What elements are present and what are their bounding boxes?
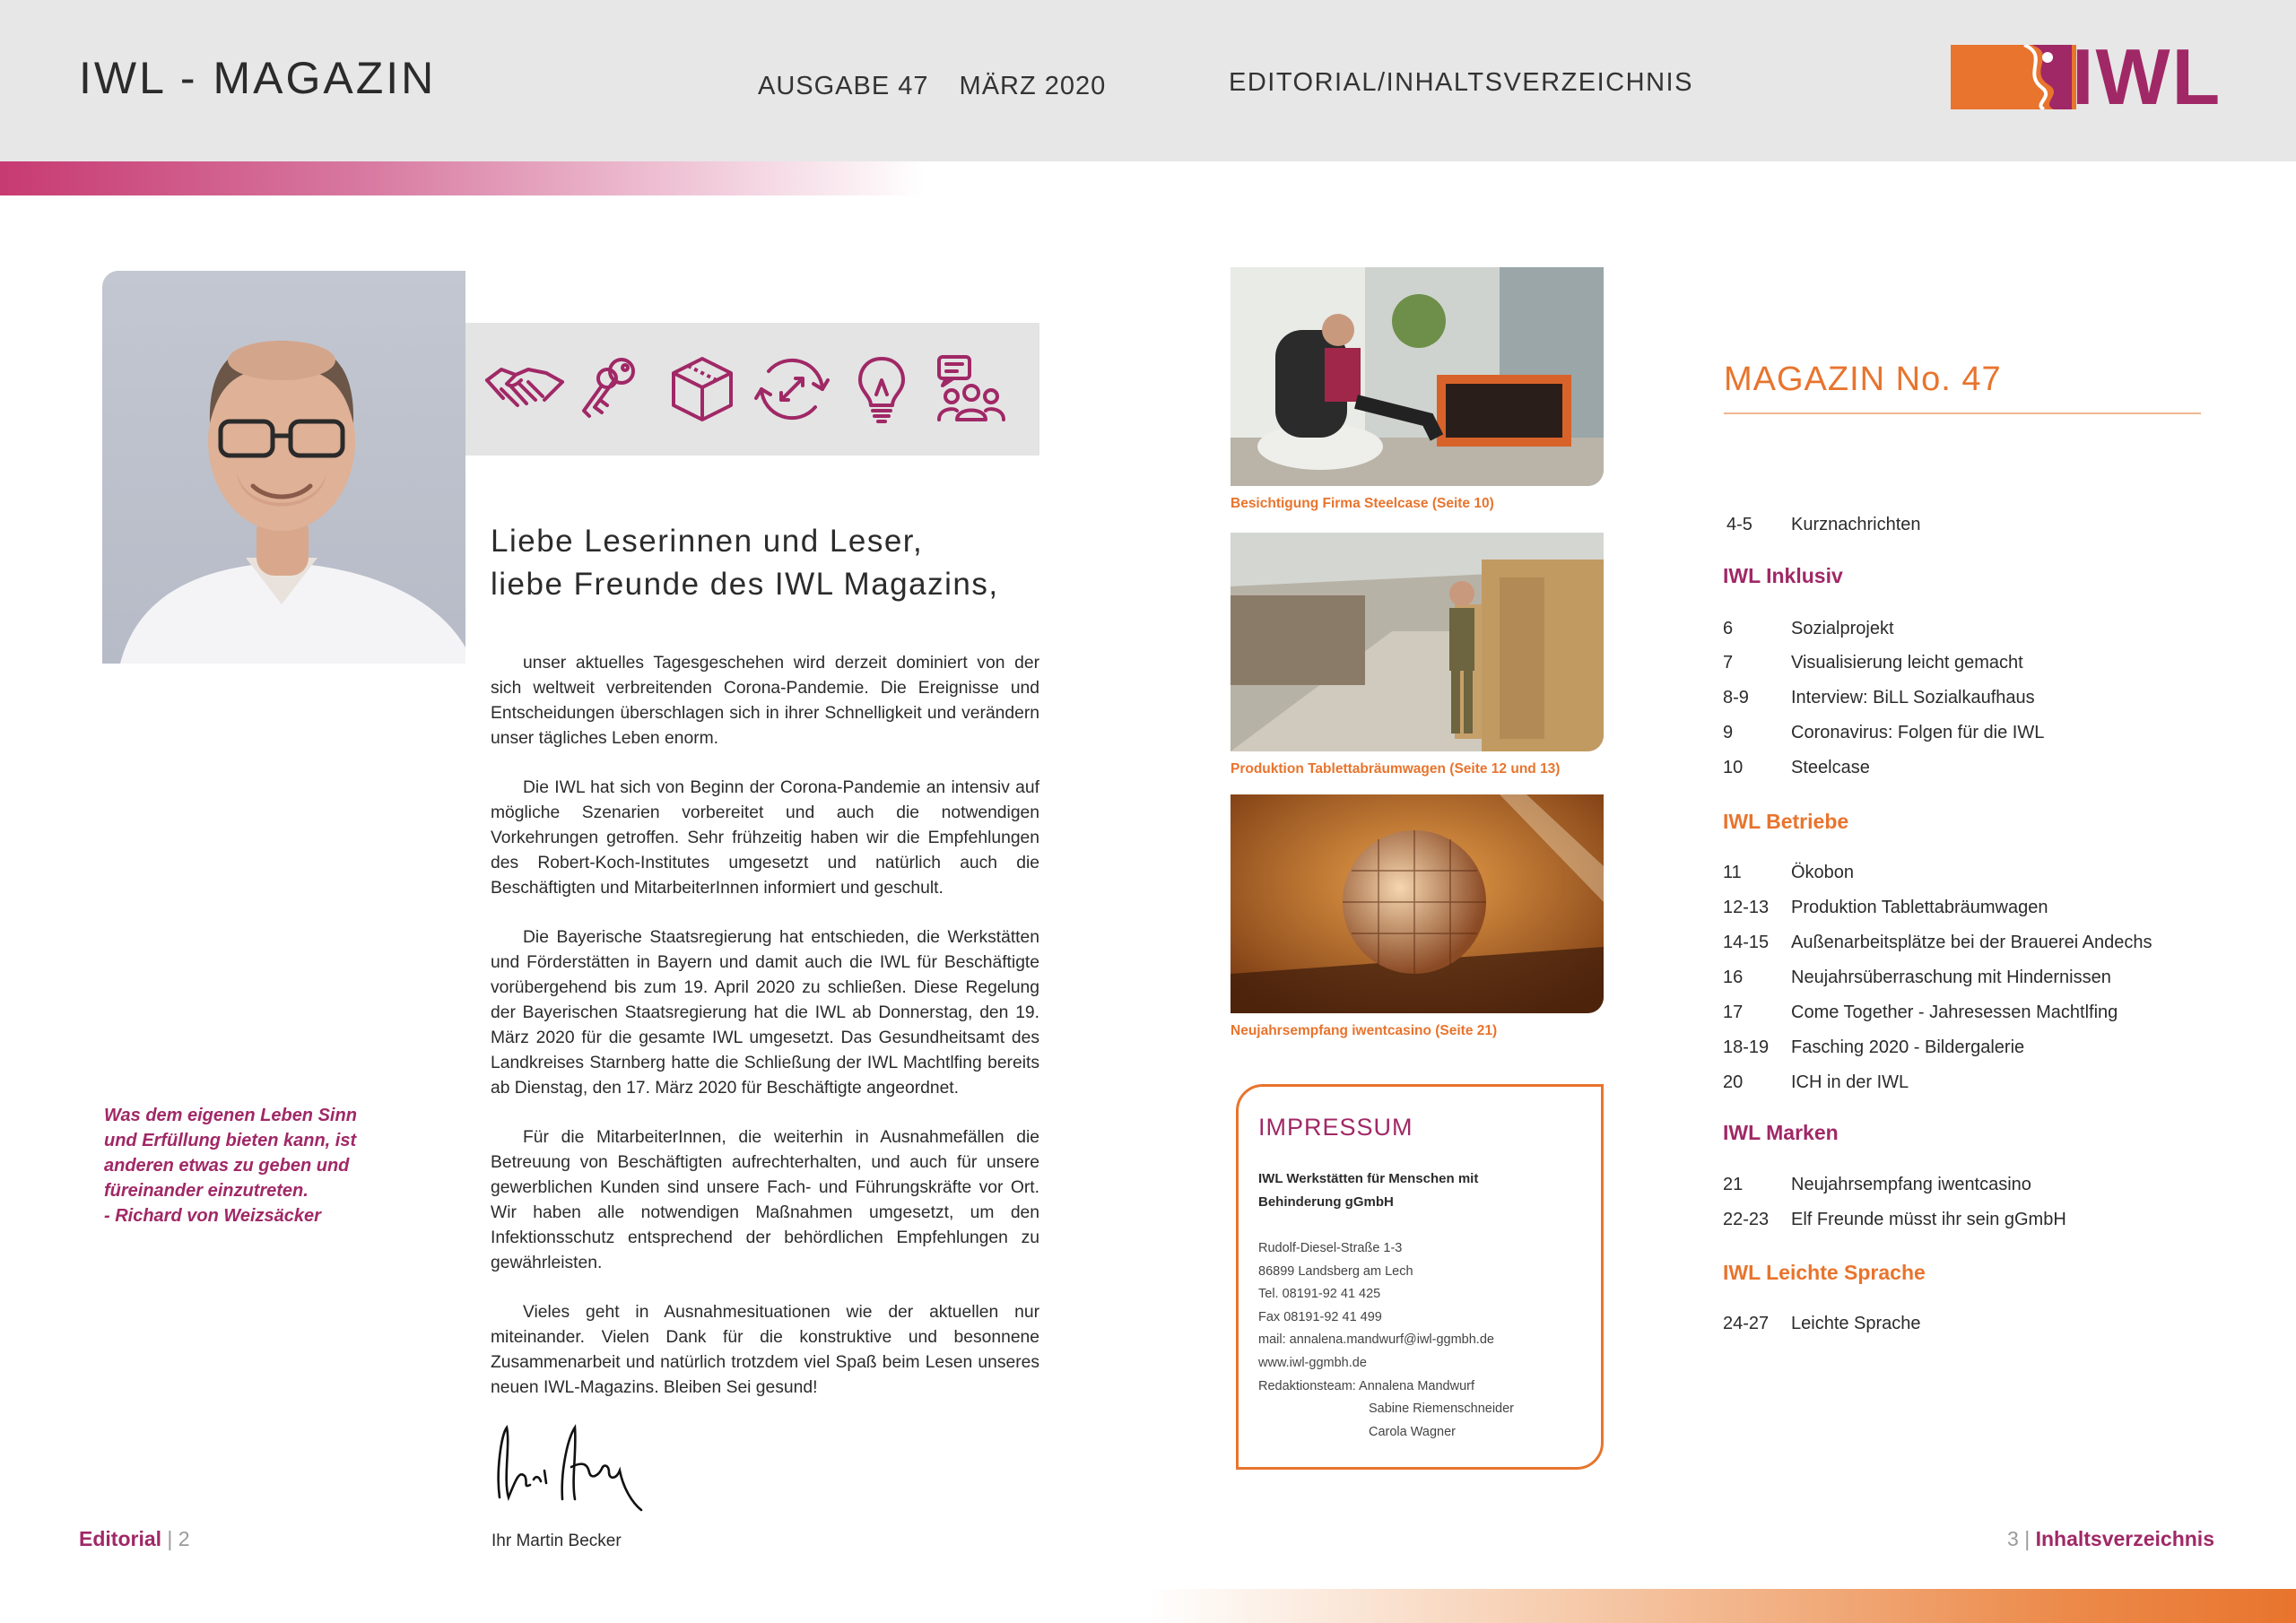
quote-author: - Richard von Weizsäcker [104,1206,321,1226]
toc-page: 11 [1723,863,1742,882]
impressum-company [1258,1167,1563,1214]
editorial-paragraph: Vieles geht in Ausnahmesituationen wie der aktuellen nur miteinander. Vielen Dank für die konstruktive und besonnene Zusammenarbeit und natürlich trotzdem viel Spaß beim Lesen unseres neuen IWL-Magazins. Bleiben Sei gesund! [491,1303,1039,1397]
toc-entry-title: Kurznachrichten [1791,515,1921,534]
handshake-icon [483,353,566,425]
section-title: EDITORIAL/INHALTSVERZEICHNIS [1229,68,1693,97]
editorial-greeting [491,520,1065,606]
toc-entry-title: ICH in der IWL [1791,1072,1909,1092]
toc-section-heading: IWL Inklusiv [1723,564,1843,587]
toc-section-heading: IWL Marken [1723,1121,1839,1144]
toc-entry [1723,688,2035,708]
photo-caption: Produktion Tablettabräumwagen (Seite 12 und 13) [1231,761,1561,777]
quote-line: anderen etwas zu geben und [104,1156,350,1176]
footer-right-page: 3 [2007,1527,2019,1550]
iwl-logo [1951,32,2222,121]
toc-entry-title: Leichte Sprache [1791,1314,1921,1333]
impressum-details [1258,1237,1599,1444]
box-icon [661,353,744,425]
toc-entry-title: Fasching 2020 - Bildergalerie [1791,1037,2025,1057]
toc-entry [1723,653,2023,673]
impressum-street: Rudolf-Diesel-Straße 1-3 [1258,1241,1403,1255]
quote [104,1103,391,1228]
editorial-paragraph: Die IWL hat sich von Beginn der Corona-Pandemie an intensiv auf mögliche Szenarien vorbereitet und auch die notwendigen Vorkehrungen getroffen. Sehr frühzeitig haben wir die Empfehlungen des Robert-Koch-Institutes umgesetzt und natürlich auch die Beschäftigten und MitarbeiterInnen informiert und geschult. [491,778,1039,898]
toc-page: 17 [1723,1002,1744,1022]
orange-gradient-band [1148,1589,2296,1623]
impressum-team-member: Carola Wagner [1369,1424,1456,1439]
toc-page: 14-15 [1723,933,1770,952]
toc-entry-title: Come Together - Jahresessen Machtlfing [1791,1002,2118,1022]
editorial-paragraph: unser aktuelles Tagesgeschehen wird derzeit dominiert von der sich weltweit verbreitenden Corona-Pandemie. Die Ereignisse und Entscheidungen überschlagen sich in ihrer Schnelligkeit und verändern unser tägliches Leben enorm. [491,654,1039,748]
sign-off: Ihr Martin Becker [491,1532,622,1550]
editorial-paragraph: Die Bayerische Staatsregierung hat entschieden, die Werkstätten und Förderstätten in Bayern und damit auch die IWL für Beschäftigte vorübergehend bis zum 19. April 2020 zu schließen. Diese Regelung der Bayerischen Staatsregierung hat die IWL ab Donnerstag, den 19. März 2020 für die gesamte IWL umgesetzt. Das Gesundheitsamt des Landkreises Starnberg hatte die Schließung der IWL Machtlfing bereits ab Dienstag, den 17. März 2020 für Beschäftigte angeordnet. [491,928,1039,1098]
toc-entry [1723,1072,1909,1093]
photo-party [1231,794,1604,1013]
impressum-team-label: Redaktionsteam: Annalena Mandwurf [1258,1378,1475,1393]
toc-page: 24-27 [1723,1314,1770,1333]
toc-entry-title: Außenarbeitsplätze bei der Brauerei Andechs [1791,933,2152,952]
toc-entry-title: Coronavirus: Folgen für die IWL [1791,723,2045,742]
impressum-city: 86899 Landsberg am Lech [1258,1263,1413,1279]
logo-wordmark: IWL [2072,32,2222,121]
greeting-line-2: liebe Freunde des IWL Magazins, [491,567,999,602]
toc-entry [1723,898,2048,918]
impressum-box [1236,1084,1604,1470]
quote-line: und Erfüllung bieten kann, ist [104,1131,357,1150]
toc-page: 16 [1723,968,1744,987]
toc-entry-title: Neujahrsüberraschung mit Hindernissen [1791,968,2111,987]
toc-entry [1723,619,1894,639]
author-portrait [102,271,465,664]
toc-page: 4-5 [1726,515,1752,534]
toc-page: 20 [1723,1072,1744,1092]
toc-entry-title: Neujahrsempfang iwentcasino [1791,1175,2031,1194]
toc-entry-title: Ökobon [1791,863,1855,882]
portrait-illustration [102,271,465,664]
footer-left [79,1527,190,1551]
toc-entry [1726,515,1921,535]
footer-right-separator: | [2024,1527,2031,1550]
toc-page: 9 [1723,723,1734,742]
footer-left-page: 2 [178,1527,190,1550]
toc-entry-title: Produktion Tablettabräumwagen [1791,898,2048,917]
toc-rule [1724,412,2201,414]
photo-production [1231,533,1604,751]
toc-entry [1723,723,2044,743]
toc-section-heading: IWL Leichte Sprache [1723,1261,1926,1284]
editorial-body [491,651,1039,1425]
toc-entry [1723,863,1854,883]
photo-caption: Neujahrsempfang iwentcasino (Seite 21) [1231,1023,1498,1038]
impressum-fax: Fax 08191-92 41 499 [1258,1309,1382,1324]
photo-steelcase [1231,267,1604,486]
toc-entry [1723,1175,2031,1195]
quote-line: füreinander einzutreten. [104,1181,309,1201]
toc-entry [1723,933,2152,953]
footer-left-separator: | [167,1527,173,1550]
impressum-team-member: Sabine Riemenschneider [1369,1402,1515,1417]
magazine-title: IWL - MAGAZIN [79,53,437,103]
toc-entry [1723,1210,2066,1230]
toc-title: MAGAZIN No. 47 [1724,360,2002,398]
toc-entry [1723,758,1870,778]
quote-line: Was dem eigenen Leben Sinn [104,1106,357,1125]
keys-icon [571,353,654,425]
company-line: IWL Werkstätten für Menschen mit [1258,1171,1479,1186]
toc-page: 8-9 [1723,688,1749,707]
toc-page: 7 [1723,653,1734,673]
toc-entry-title: Interview: BiLL Sozialkaufhaus [1791,688,2035,707]
logo-figure-icon [2022,45,2072,109]
exchange-icon [751,353,833,425]
toc-entry [1723,1002,2118,1023]
footer-right [2007,1527,2214,1551]
handwritten-signature [489,1417,650,1515]
toc-page: 21 [1723,1175,1744,1194]
issue-date: MÄRZ 2020 [959,72,1107,100]
toc-page: 18-19 [1723,1037,1770,1057]
team-chat-icon [930,353,1013,425]
footer-right-label: Inhaltsverzeichnis [2035,1527,2214,1550]
toc-page: 12-13 [1723,898,1770,917]
impressum-title: IMPRESSUM [1258,1114,1413,1141]
toc-entry [1723,1037,2024,1058]
toc-entry [1723,968,2111,988]
toc-page: 10 [1723,758,1744,777]
photo-caption: Besichtigung Firma Steelcase (Seite 10) [1231,496,1494,511]
toc-entry-title: Steelcase [1791,758,1870,777]
toc-page: 22-23 [1723,1210,1770,1229]
impressum-web: www.iwl-ggmbh.de [1258,1355,1367,1370]
greeting-line-1: Liebe Leserinnen und Leser, [491,524,924,559]
editorial-paragraph: Für die MitarbeiterInnen, die weiterhin in Ausnahmefällen die Betreuung von Beschäftigten aufrechterhalten, und auch für unsere gewerblichen Kunden sind unsere Fach- und Führungskräfte vor Ort. Wir haben alle notwendigen Maßnahmen umgesetzt, um den Infektionsschutz entsprechend der behördlichen Empfehlungen zu gewährleisten. [491,1128,1039,1272]
pink-gradient-band [0,161,924,195]
icon-strip [465,323,1039,456]
issue-number: AUSGABE 47 [758,72,929,100]
toc-entry-title: Elf Freunde müsst ihr sein gGmbH [1791,1210,2066,1229]
toc-entry-title: Visualisierung leicht gemacht [1791,653,2023,673]
company-line: Behinderung gGmbH [1258,1194,1394,1210]
toc-entry [1723,1314,1921,1334]
lightbulb-icon [840,353,923,425]
issue-info [758,72,1106,101]
toc-entry-title: Sozialprojekt [1791,619,1894,638]
impressum-tel: Tel. 08191-92 41 425 [1258,1287,1381,1302]
footer-left-label: Editorial [79,1527,162,1550]
toc-page: 6 [1723,619,1734,638]
toc-section-heading: IWL Betriebe [1723,810,1849,833]
impressum-mail: mail: annalena.mandwurf@iwl-ggmbh.de [1258,1332,1494,1348]
